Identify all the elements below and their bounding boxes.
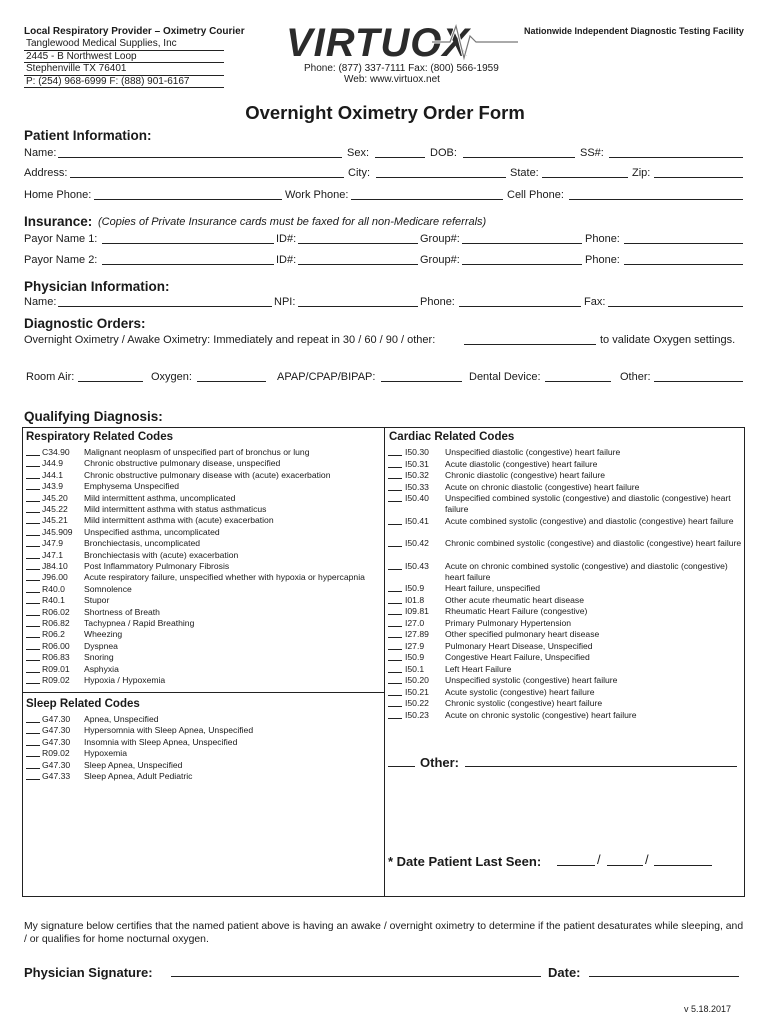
code-row — [26, 629, 122, 640]
physician-fax-label: Fax: — [584, 296, 606, 308]
code-value: G47.33 — [42, 771, 71, 781]
payor1-id-label: ID#: — [276, 233, 297, 245]
code-description: Mild intermittent asthma, uncomplicated — [84, 492, 236, 503]
insurance-note: (Copies of Private Insurance cards must be faxed for all non-Medicare referrals) — [98, 216, 487, 228]
code-value: R09.02 — [42, 675, 70, 685]
physician-signature-field[interactable] — [171, 976, 541, 977]
code-description: Chronic obstructive pulmonary disease with (acute) exacerbation — [84, 469, 331, 480]
code-checkbox[interactable] — [26, 771, 40, 780]
physician-phone-label: Phone: — [420, 296, 455, 308]
code-value: I50.23 — [405, 709, 429, 720]
physician-phone-field[interactable] — [459, 306, 581, 307]
code-row — [26, 527, 220, 538]
patient-state-field[interactable] — [542, 177, 628, 178]
physician-signature-label: Physician Signature: — [24, 965, 153, 980]
physician-fax-field[interactable] — [608, 306, 743, 307]
oxygen-field[interactable] — [197, 381, 266, 382]
work-phone-label: Work Phone: — [285, 189, 349, 201]
code-value: R09.01 — [42, 663, 70, 674]
patient-city-field[interactable] — [376, 177, 506, 178]
code-description: Acute on chronic diastolic (congestive) heart failure — [445, 481, 640, 492]
code-checkbox[interactable] — [26, 538, 40, 547]
npi-field[interactable] — [298, 306, 418, 307]
code-checkbox[interactable] — [26, 515, 40, 524]
code-checkbox[interactable] — [388, 538, 402, 547]
code-row — [26, 550, 238, 561]
patient-name-field[interactable] — [58, 157, 342, 158]
sleep-heading: Sleep Related Codes — [26, 698, 140, 710]
code-checkbox[interactable] — [388, 641, 402, 650]
code-checkbox[interactable] — [26, 527, 40, 536]
code-checkbox[interactable] — [26, 629, 40, 638]
provider-info — [24, 38, 224, 88]
code-checkbox[interactable] — [26, 748, 40, 757]
code-row — [26, 737, 237, 748]
code-value: J43.9 — [42, 481, 64, 492]
code-checkbox[interactable] — [26, 458, 40, 467]
code-checkbox[interactable] — [388, 675, 402, 684]
code-description: Chronic obstructive pulmonary disease, unspecified — [84, 458, 281, 469]
payor1-field[interactable] — [102, 243, 274, 244]
code-row — [26, 748, 127, 759]
physician-name-label: Name: — [24, 296, 57, 308]
orders-line-end: to validate Oxygen settings. — [600, 334, 736, 346]
apap-field[interactable] — [381, 381, 462, 382]
code-description: Heart failure, unspecified — [445, 583, 541, 593]
code-description: Unspecified systolic (congestive) heart failure — [445, 675, 618, 685]
code-checkbox[interactable] — [388, 687, 402, 696]
code-description: Dyspnea — [84, 640, 118, 651]
code-value: J45.22 — [42, 504, 68, 514]
code-row — [26, 538, 200, 549]
code-row — [26, 675, 165, 686]
patient-sex-field[interactable] — [375, 157, 425, 158]
signature-date-field[interactable] — [589, 976, 739, 977]
code-value: I50.40 — [405, 493, 429, 503]
code-row — [26, 493, 235, 504]
code-checkbox[interactable] — [388, 447, 402, 456]
code-value: I50.20 — [405, 675, 429, 685]
cardiac-heading: Cardiac Related Codes — [389, 431, 515, 443]
code-value: I27.0 — [405, 617, 425, 628]
payor2-group-field[interactable] — [462, 264, 582, 265]
code-checkbox[interactable] — [388, 561, 402, 570]
code-value: R40.1 — [42, 595, 65, 606]
code-checkbox[interactable] — [26, 561, 40, 570]
provider-line: P: (254) 968-6999 F: (888) 901-6167 — [24, 76, 224, 89]
apap-label: APAP/CPAP/BIPAP: — [277, 371, 376, 383]
code-value: I50.9 — [405, 583, 425, 593]
code-description: Mild intermittent asthma with (acute) exacerbation — [84, 515, 274, 526]
code-description: Unspecified diastolic (congestive) heart failure — [445, 447, 621, 457]
code-checkbox[interactable] — [388, 493, 402, 502]
code-description: Unspecified combined systolic (congestive) and diastolic (congestive) heart failure — [445, 493, 731, 514]
dental-field[interactable] — [545, 381, 611, 382]
code-value: J45.909 — [42, 526, 73, 537]
code-checkbox[interactable] — [388, 606, 402, 615]
date-separator: / — [645, 852, 649, 867]
patient-name-label: Name: — [24, 147, 57, 159]
logo-text: VIRTUOX — [286, 21, 471, 62]
payor2-id-label: ID#: — [276, 254, 297, 266]
code-description: Acute on chronic systolic (congestive) heart failure — [445, 709, 637, 720]
code-checkbox[interactable] — [388, 583, 402, 592]
code-description: Acute respiratory failure, unspecified whether with hypoxia or hypercapnia — [84, 572, 365, 583]
payor2-phone-label: Phone: — [585, 254, 620, 266]
home-phone-field[interactable] — [94, 199, 282, 200]
code-description: Congestive Heart Failure, Unspecified — [445, 652, 590, 662]
provider-title: Local Respiratory Provider – Oximetry Courier — [24, 26, 245, 37]
date-separator: / — [597, 852, 601, 867]
code-checkbox[interactable] — [26, 737, 40, 746]
diagnosis-heading: Qualifying Diagnosis: — [24, 409, 163, 424]
home-phone-label: Home Phone: — [24, 189, 92, 201]
respiratory-heading: Respiratory Related Codes — [26, 431, 173, 443]
insurance-heading: Insurance: — [24, 214, 93, 229]
code-checkbox[interactable] — [26, 641, 40, 650]
cell-phone-label: Cell Phone: — [507, 189, 564, 201]
signature-date-label: Date: — [548, 965, 581, 980]
code-value: J96.00 — [42, 572, 68, 583]
code-row — [26, 470, 330, 481]
code-checkbox[interactable] — [388, 516, 402, 525]
code-checkbox[interactable] — [26, 572, 40, 581]
oxygen-label: Oxygen: — [151, 371, 192, 383]
payor1-phone-field[interactable] — [624, 243, 743, 244]
code-checkbox[interactable] — [26, 470, 40, 479]
payor2-group-label: Group#: — [420, 254, 460, 266]
code-description: Malignant neoplasm of unspecified part of bronchus or lung — [84, 447, 310, 457]
code-description: Primary Pulmonary Hypertension — [445, 617, 572, 628]
date-last-seen-label: * Date Patient Last Seen: — [388, 854, 542, 869]
code-value: R06.2 — [42, 629, 65, 640]
patient-city-label: City: — [348, 167, 370, 179]
code-value: J44.9 — [42, 458, 64, 469]
code-checkbox[interactable] — [26, 607, 40, 616]
code-checkbox[interactable] — [388, 652, 402, 661]
code-checkbox[interactable] — [388, 618, 402, 627]
code-row — [26, 515, 274, 526]
code-checkbox[interactable] — [388, 595, 402, 604]
code-row — [26, 618, 194, 629]
diagnosis-other-label: Other: — [420, 755, 459, 770]
code-value: I50.9 — [405, 652, 425, 662]
code-description: Chronic systolic (congestive) heart failure — [445, 698, 603, 708]
code-description: Acute systolic (congestive) heart failure — [445, 686, 595, 697]
code-row — [26, 561, 229, 572]
payor2-phone-field[interactable] — [624, 264, 743, 265]
date-month-field[interactable] — [557, 865, 595, 866]
sleep-divider — [22, 692, 384, 693]
room-air-label: Room Air: — [26, 371, 75, 383]
code-row — [26, 652, 114, 663]
code-value: J47.9 — [42, 538, 64, 549]
code-row — [26, 458, 280, 469]
code-description: Post Inflammatory Pulmonary Fibrosis — [84, 561, 230, 571]
code-checkbox[interactable] — [26, 447, 40, 456]
code-checkbox[interactable] — [388, 470, 402, 479]
code-checkbox[interactable] — [26, 725, 40, 734]
payor1-id-field[interactable] — [298, 243, 418, 244]
patient-ssn-field[interactable] — [609, 157, 743, 158]
code-value: I50.30 — [405, 447, 429, 457]
code-description: Emphysema Unspecified — [84, 481, 180, 492]
dental-label: Dental Device: — [469, 371, 541, 383]
code-value: R06.82 — [42, 618, 70, 628]
cell-phone-field[interactable] — [569, 199, 743, 200]
code-value: I50.42 — [405, 538, 429, 548]
code-value: I50.31 — [405, 458, 429, 469]
code-row — [26, 595, 109, 606]
code-row — [26, 714, 159, 725]
code-checkbox[interactable] — [26, 675, 40, 684]
code-description: Shortness of Breath — [84, 606, 160, 617]
orders-other-label: Other: — [620, 371, 651, 383]
code-description: Unspecified asthma, uncomplicated — [84, 526, 220, 537]
date-day-field[interactable] — [607, 865, 643, 866]
code-row — [26, 481, 179, 492]
payor1-group-field[interactable] — [462, 243, 582, 244]
work-phone-field[interactable] — [351, 199, 503, 200]
code-checkbox[interactable] — [26, 504, 40, 513]
code-checkbox[interactable] — [26, 618, 40, 627]
code-row — [26, 447, 310, 458]
code-description: Hypoxia / Hypoxemia — [84, 675, 166, 685]
patient-state-label: State: — [510, 167, 539, 179]
payor2-field[interactable] — [102, 264, 274, 265]
code-value: I27.89 — [405, 629, 429, 639]
code-value: I50.22 — [405, 698, 429, 708]
code-checkbox[interactable] — [388, 698, 402, 707]
code-row — [26, 504, 266, 515]
code-checkbox[interactable] — [26, 760, 40, 769]
code-checkbox[interactable] — [26, 584, 40, 593]
code-value: J84.10 — [42, 561, 68, 571]
orders-heading: Diagnostic Orders: — [24, 316, 146, 331]
code-checkbox[interactable] — [388, 664, 402, 673]
code-description: Chronic combined systolic (congestive) and diastolic (congestive) heart failure — [445, 538, 742, 548]
patient-dob-label: DOB: — [430, 147, 457, 159]
code-description: Acute on chronic combined systolic (congestive) and diastolic (congestive) heart failure — [445, 560, 728, 582]
tagline: Nationwide Independent Diagnostic Testing Facility — [524, 26, 744, 36]
patient-zip-field[interactable] — [654, 177, 743, 178]
code-value: I50.43 — [405, 560, 429, 571]
code-description: Tachypnea / Rapid Breathing — [84, 618, 195, 628]
code-checkbox[interactable] — [388, 710, 402, 719]
provider-line: 2445 - B Northwest Loop — [24, 51, 224, 64]
code-value: R09.02 — [42, 748, 70, 759]
provider-line: Tanglewood Medical Supplies, Inc — [24, 38, 224, 51]
code-value: I50.41 — [405, 515, 429, 526]
orders-other-field[interactable] — [654, 381, 743, 382]
code-description: Stupor — [84, 595, 110, 606]
code-row — [26, 584, 132, 595]
code-value: J44.1 — [42, 469, 64, 480]
npi-label: NPI: — [274, 296, 296, 308]
code-value: G47.30 — [42, 714, 71, 724]
code-value: R06.00 — [42, 640, 70, 651]
code-value: G47.30 — [42, 759, 71, 770]
code-row — [26, 760, 182, 771]
payor2-id-field[interactable] — [298, 264, 418, 265]
repeat-other-field[interactable] — [464, 344, 596, 345]
code-row — [26, 641, 118, 652]
certification-text: My signature below certifies that the named patient above is having an awake / overnight oximetry to determine if the patient desaturates while sleeping, and / or qualifies for home nocturnal oxygen. — [24, 921, 744, 945]
code-row — [26, 771, 192, 782]
code-description: Other acute rheumatic heart disease — [445, 594, 585, 605]
code-value: I50.32 — [405, 470, 429, 480]
page-title: Overnight Oximetry Order Form — [245, 102, 525, 123]
code-description: Bronchiectasis with (acute) exacerbation — [84, 549, 239, 560]
code-checkbox[interactable] — [26, 550, 40, 559]
code-value: J47.1 — [42, 549, 64, 560]
code-value: C34.90 — [42, 447, 70, 457]
date-year-field[interactable] — [654, 865, 712, 866]
patient-zip-label: Zip: — [632, 167, 651, 179]
code-row — [26, 607, 160, 618]
code-description: Rheumatic Heart Failure (congestive) — [445, 606, 588, 616]
code-checkbox[interactable] — [26, 493, 40, 502]
code-description: Other specified pulmonary heart disease — [445, 629, 600, 639]
code-description: Acute diastolic (congestive) heart failure — [445, 458, 598, 469]
patient-sex-label: Sex: — [347, 147, 370, 159]
code-value: R06.83 — [42, 652, 70, 663]
code-description: Insomnia with Sleep Apnea, Unspecified — [84, 736, 238, 747]
patient-address-label: Address: — [24, 167, 68, 179]
virtuox-logo — [282, 18, 522, 62]
code-value: G47.30 — [42, 736, 71, 747]
code-value: I01.8 — [405, 594, 425, 605]
patient-ssn-label: SS#: — [580, 147, 604, 159]
payor1-label: Payor Name 1: — [24, 233, 98, 245]
code-value: J45.20 — [42, 492, 68, 503]
code-checkbox[interactable] — [26, 664, 40, 673]
code-description: Mild intermittent asthma with status asthmaticus — [84, 504, 267, 514]
code-checkbox[interactable] — [26, 652, 40, 661]
code-value: I50.21 — [405, 686, 429, 697]
patient-address-field[interactable] — [70, 177, 344, 178]
version-label: v 5.18.2017 — [684, 1004, 732, 1014]
code-description: Left Heart Failure — [445, 663, 512, 674]
payor1-group-label: Group#: — [420, 233, 460, 245]
code-value: I09.81 — [405, 606, 429, 616]
physician-name-field[interactable] — [58, 306, 272, 307]
room-air-field[interactable] — [78, 381, 143, 382]
code-description: Apnea, Unspecified — [84, 714, 159, 724]
physician-heading: Physician Information: — [24, 279, 170, 294]
patient-heading: Patient Information: — [24, 128, 152, 143]
phone-fax-line: Phone: (877) 337-7111 Fax: (800) 566-1959 — [304, 63, 499, 74]
code-value: R06.02 — [42, 606, 70, 617]
code-value: G47.30 — [42, 725, 71, 736]
code-value: I50.1 — [405, 663, 425, 674]
code-description: Acute combined systolic (congestive) and diastolic (congestive) heart failure — [445, 515, 734, 526]
code-row — [26, 725, 253, 736]
code-checkbox[interactable] — [26, 595, 40, 604]
orders-line: Overnight Oximetry / Awake Oximetry: Immediately and repeat in 30 / 60 / 90 / other: — [24, 334, 436, 346]
patient-dob-field[interactable] — [463, 157, 575, 158]
code-description: Chronic diastolic (congestive) heart failure — [445, 470, 606, 480]
code-description: Sleep Apnea, Unspecified — [84, 759, 183, 770]
code-description: Snoring — [84, 652, 114, 663]
diagnosis-divider — [384, 427, 385, 897]
code-description: Wheezing — [84, 629, 123, 640]
diagnosis-other-field[interactable] — [465, 766, 737, 767]
provider-line: Stephenville TX 76401 — [24, 63, 224, 76]
code-description: Asphyxia — [84, 663, 119, 674]
code-value: R40.0 — [42, 583, 65, 594]
code-row — [26, 572, 365, 583]
code-description: Bronchiectasis, uncomplicated — [84, 538, 201, 549]
code-checkbox[interactable] — [388, 459, 402, 468]
payor2-label: Payor Name 2: — [24, 254, 98, 266]
code-description: Hypersomnia with Sleep Apnea, Unspecified — [84, 725, 254, 736]
code-checkbox[interactable] — [26, 481, 40, 490]
code-checkbox[interactable] — [26, 714, 40, 723]
code-checkbox[interactable] — [388, 482, 402, 491]
payor1-phone-label: Phone: — [585, 233, 620, 245]
code-checkbox[interactable] — [388, 629, 402, 638]
code-description: Sleep Apnea, Adult Pediatric — [84, 771, 193, 781]
code-description: Hypoxemia — [84, 748, 127, 759]
other-checkbox[interactable] — [388, 766, 415, 767]
code-value: I27.9 — [405, 640, 425, 651]
code-value: I50.33 — [405, 481, 429, 492]
code-row — [26, 664, 119, 675]
web-line: Web: www.virtuox.net — [344, 74, 440, 85]
code-value: J45.21 — [42, 515, 68, 526]
code-description: Somnolence — [84, 583, 132, 594]
code-description: Pulmonary Heart Disease, Unspecified — [445, 640, 593, 651]
